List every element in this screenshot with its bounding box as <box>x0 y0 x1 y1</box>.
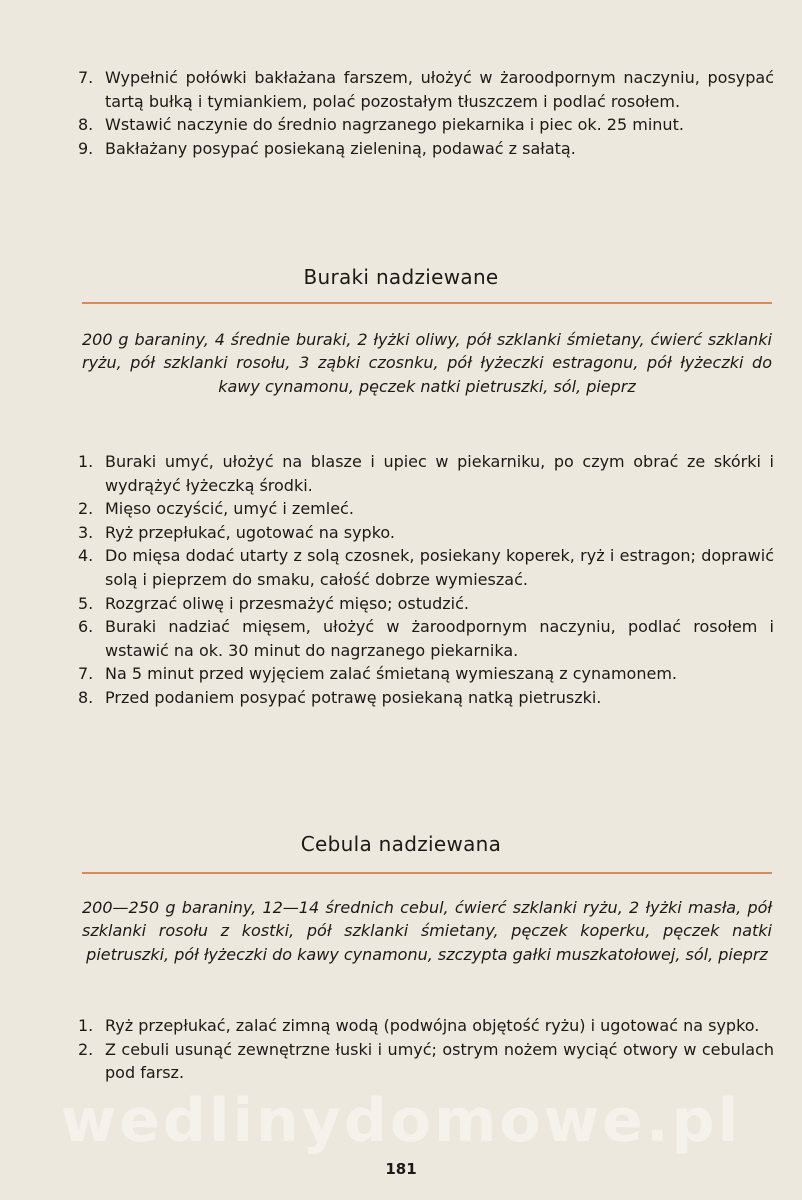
show-through-text <box>300 215 304 230</box>
recipe1-title: Buraki nadziewane <box>303 265 499 289</box>
continuation-steps-list <box>78 66 774 160</box>
step-number: 6. <box>78 617 94 637</box>
step-number: 3. <box>78 522 94 542</box>
step-item <box>78 497 774 521</box>
watermark: wedlinydomowe.pl <box>60 1086 742 1156</box>
recipe2-steps-list <box>78 1014 774 1085</box>
recipe2-title-rule <box>82 872 772 874</box>
recipe1-title-rule <box>82 302 772 304</box>
step-text: Rozgrzać oliwę i przesmażyć mięso; ostudzić. <box>105 593 469 613</box>
step-item <box>78 544 774 591</box>
step-text: Buraki umyć, ułożyć na blasze i upiec w piekarniku, po czym obrać ze skórki i wydrążyć łyżeczką środki. <box>105 452 774 495</box>
step-item <box>78 137 774 161</box>
step-number: 8. <box>78 115 94 135</box>
step-number: 1. <box>78 1016 94 1035</box>
step-item <box>78 615 774 662</box>
step-text: Przed podaniem posypać potrawę posiekaną natką pietruszki. <box>105 687 602 707</box>
step-number: 1. <box>78 452 94 471</box>
step-item <box>78 592 774 616</box>
step-text: Bakłażany posypać posiekaną zieleniną, podawać z sałatą. <box>105 138 576 158</box>
step-item <box>78 521 774 545</box>
step-number: 7. <box>78 664 94 684</box>
step-text: Wstawić naczynie do średnio nagrzanego piekarnika i piec ok. 25 minut. <box>105 115 684 135</box>
step-text: Ryż przepłukać, zalać zimną wodą (podwójna objętość ryżu) i ugotować na sypko. <box>105 1016 760 1035</box>
page-number: 181 <box>385 1160 417 1178</box>
step-number: 9. <box>78 138 94 158</box>
step-item <box>78 686 774 710</box>
step-number: 7. <box>78 68 94 87</box>
step-number: 2. <box>78 499 94 519</box>
step-item <box>78 113 774 137</box>
step-text: Mięso oczyścić, umyć i zemleć. <box>105 499 354 519</box>
step-text: Wypełnić połówki bakłażana farszem, ułożyć w żaroodpornym naczyniu, posypać tartą bułką i tymiankiem, polać pozostałym tłuszczem i podlać rosołem. <box>105 68 774 111</box>
step-text: Z cebuli usunąć zewnętrzne łuski i umyć; ostrym nożem wyciąć otwory w cebulach pod farsz. <box>105 1039 774 1083</box>
step-text: Na 5 minut przed wyjęciem zalać śmietaną wymieszaną z cynamonem. <box>105 664 677 684</box>
recipe2-ingredients: 200—250 g baraniny, 12—14 średnich cebul, ćwierć szklanki ryżu, 2 łyżki masła, pół szklanki rosołu z kostki, pół szklanki śmietany, pęczek koperku, pęczek natki pietruszki, pół łyżeczki do kawy cynamonu, szczypta gałki muszkatołowej, sól, pieprz <box>82 898 772 964</box>
recipe1-ingredients: 200 g baraniny, 4 średnie buraki, 2 łyżki oliwy, pół szklanki śmietany, ćwierć szklanki ryżu, pół szklanki rosołu, 3 ząbki czosnku, pół łyżeczki estragonu, pół łyżeczki do kawy cynamonu, pęczek natki pietruszki, sól, pieprz <box>82 330 772 396</box>
step-number: 2. <box>78 1039 94 1059</box>
step-item <box>78 662 774 686</box>
recipe2-title: Cebula nadziewana <box>300 832 502 856</box>
recipe1-steps-list <box>78 450 774 710</box>
step-number: 8. <box>78 687 94 707</box>
step-text: Buraki nadziać mięsem, ułożyć w żaroodpornym naczyniu, podlać rosołem i wstawić na ok. 30 minut do nagrzanego piekarnika. <box>105 617 774 660</box>
step-number: 5. <box>78 593 94 613</box>
step-text: Ryż przepłukać, ugotować na sypko. <box>105 522 395 542</box>
step-item <box>78 1014 774 1038</box>
step-text: Do mięsa dodać utarty z solą czosnek, posiekany koperek, ryż i estragon; doprawić solą i pieprzem do smaku, całość dobrze wymieszać. <box>105 546 774 589</box>
step-number: 4. <box>78 546 94 566</box>
step-item <box>78 66 774 113</box>
step-item <box>78 450 774 497</box>
step-item <box>78 1038 774 1085</box>
